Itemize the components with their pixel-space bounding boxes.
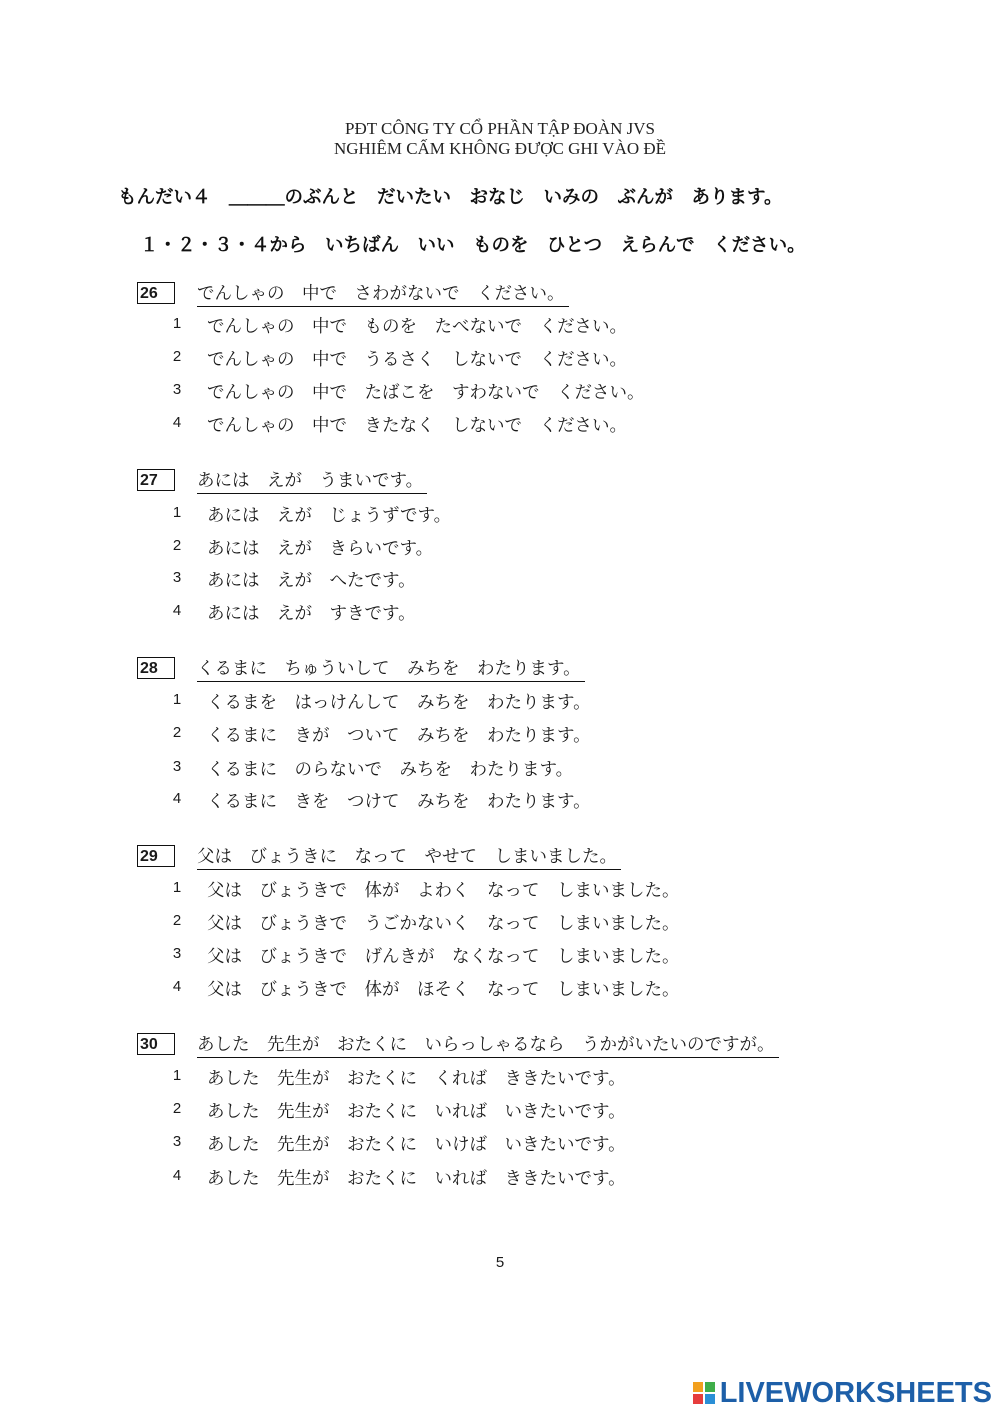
- question-text: くるまに ちゅういして みちを わたります。: [197, 655, 585, 682]
- option-number: 1: [172, 504, 182, 521]
- option-text: くるまに のらないで みちを わたります。: [207, 760, 574, 780]
- liveworksheets-logo-icon: [693, 1380, 717, 1406]
- option-text: あには えが じょうずです。: [207, 506, 452, 526]
- question-number-box: 28: [137, 657, 175, 679]
- question-text: あには えが うまいです。: [197, 467, 427, 494]
- option-number: 4: [172, 1167, 182, 1184]
- page-number: 5: [495, 1254, 505, 1271]
- option-number: 1: [172, 315, 182, 332]
- option-text: 父は びょうきで 体が ほそく なって しまいました。: [207, 980, 680, 1000]
- option-text: でんしゃの 中で うるさく しないで ください。: [207, 350, 627, 370]
- question-number-box: 27: [137, 469, 175, 491]
- option-number: 3: [172, 569, 182, 586]
- question-text: 父は びょうきに なって やせて しまいました。: [197, 843, 621, 870]
- option-number: 3: [172, 381, 182, 398]
- option-text: あした 先生が おたくに いけば いきたいです。: [207, 1135, 626, 1155]
- option-text: でんしゃの 中で きたなく しないで ください。: [207, 416, 627, 436]
- option-number: 2: [172, 724, 182, 741]
- option-number: 4: [172, 978, 182, 995]
- option-number: 1: [172, 879, 182, 896]
- option-number: 4: [172, 602, 182, 619]
- option-text: でんしゃの 中で たばこを すわないで ください。: [207, 383, 645, 403]
- option-text: あした 先生が おたくに いれば ききたいです。: [207, 1169, 626, 1189]
- option-number: 3: [172, 1133, 182, 1150]
- option-number: 3: [172, 758, 182, 775]
- option-text: あした 先生が おたくに くれば ききたいです。: [207, 1069, 626, 1089]
- question-number-box: 26: [137, 282, 175, 304]
- option-text: 父は びょうきで げんきが なくなって しまいました。: [207, 947, 680, 967]
- watermark-text: LIVEWORKSHEETS: [719, 1376, 992, 1409]
- instruction-line1: もんだい４ ＿＿＿のぶんと だいたい おなじ いみの ぶんが あります。: [118, 187, 783, 208]
- option-number: 2: [172, 348, 182, 365]
- option-number: 1: [172, 1067, 182, 1084]
- liveworksheets-watermark: [693, 1378, 992, 1408]
- option-text: あには えが へたです。: [207, 571, 416, 591]
- instruction-line2: １・２・３・４から いちばん いい ものを ひとつ えらんで ください。: [140, 235, 806, 256]
- option-text: あした 先生が おたくに いれば いきたいです。: [207, 1102, 626, 1122]
- option-number: 4: [172, 414, 182, 431]
- option-text: くるまを はっけんして みちを わたります。: [207, 693, 591, 713]
- option-number: 2: [172, 1100, 182, 1117]
- option-text: でんしゃの 中で ものを たべないで ください。: [207, 317, 627, 337]
- option-number: 4: [172, 790, 182, 807]
- option-text: くるまに きを つけて みちを わたります。: [207, 792, 591, 812]
- document-header-line1: PĐT CÔNG TY CỔ PHẦN TẬP ĐOÀN JVS: [345, 119, 655, 138]
- question-text: でんしゃの 中で さわがないで ください。: [197, 280, 569, 307]
- question-text: あした 先生が おたくに いらっしゃるなら うかがいたいのですが。: [197, 1031, 779, 1058]
- option-number: 2: [172, 537, 182, 554]
- question-number-box: 30: [137, 1033, 175, 1055]
- option-text: あには えが きらいです。: [207, 539, 434, 559]
- document-header-line2: NGHIÊM CẤM KHÔNG ĐƯỢC GHI VÀO ĐỀ: [333, 139, 667, 158]
- option-number: 1: [172, 691, 182, 708]
- option-text: あには えが すきです。: [207, 604, 416, 624]
- option-text: 父は びょうきで 体が よわく なって しまいました。: [207, 881, 680, 901]
- option-number: 2: [172, 912, 182, 929]
- option-text: くるまに きが ついて みちを わたります。: [207, 726, 591, 746]
- option-text: 父は びょうきで うごかないく なって しまいました。: [207, 914, 680, 934]
- option-number: 3: [172, 945, 182, 962]
- question-number-box: 29: [137, 845, 175, 867]
